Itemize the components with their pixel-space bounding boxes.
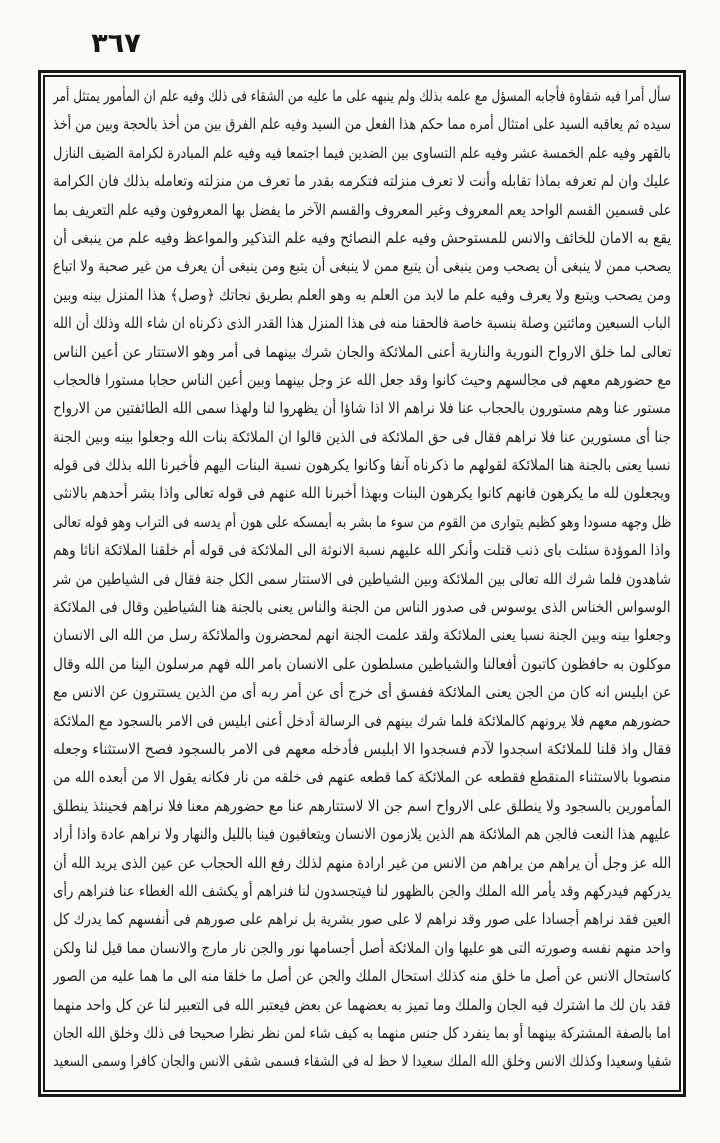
line-text: على قسمين القسم الواحد يعم المعروف وغير المعروف والقسم الآخر ما يفضل بها المعروفون وفيه علم التعريف بما — [53, 200, 671, 219]
text-line — [53, 763, 671, 791]
line-text: يصحب ممن لا ينبغى أن يصحب ومن ينبغى أن يتبع ممن لا ينبغى أن يتبع ومن ينبغى أن يعرف من غير صحبة ولا اتباع — [53, 257, 671, 276]
text-line — [53, 252, 671, 280]
page-number: ٣٦٧ — [91, 28, 141, 59]
text-line — [53, 167, 671, 195]
text-line — [53, 82, 671, 110]
line-text: شاهدون فلما شرك الله تعالى بين الملائكة وبين الشياطين فى الاستتار سمى الكل جنة فقال فى الشياطين من شر — [53, 569, 671, 588]
text-line — [53, 565, 671, 593]
line-text: المأمورين بالسجود ولا ينطلق على الارواح اسم جن الا لاستتارهم عنا مع حضورهم معنا فلا نراهم فحينئذ ينطلق — [53, 796, 671, 815]
line-text: ويجعلون لله ما يكرهون فانهم كانوا يكرهون البنات وبهذا أخبرنا الله عنهم فى قوله تعالى واذا بشر أحدهم بالانثى — [53, 484, 671, 503]
text-line — [53, 139, 671, 167]
text-line — [53, 877, 671, 905]
text-line — [53, 536, 671, 564]
line-text: نسبا يعنى بالجنة هنا الملائكة لقولهم ما ذكرناه آنفا وكانوا يكرهون نسبة البنات اليهم فأخبرنا الله بذلك فى قوله — [53, 456, 671, 475]
text-line — [53, 735, 671, 763]
text-line — [53, 1019, 671, 1047]
text-line — [53, 309, 671, 337]
text-line — [53, 650, 671, 678]
line-text: الوسواس الخناس الذى يوسوس فى صدور الناس من الجنة والناس يعنى بالجنة هنا الشياطين وقال فى الملائكة — [53, 598, 671, 617]
text-frame-inner — [43, 75, 681, 1092]
body-text — [53, 82, 671, 1086]
text-line — [53, 224, 671, 252]
text-line — [53, 593, 671, 621]
line-text: كاستحال الانس عن أصل ما خلق منه كذلك استحال الملك والجن عن أصل ما خلقا منه الى ما هما عليه من الصور — [53, 967, 671, 986]
line-text: فقال واذ قلنا للملائكة اسجدوا لآدم فسجدوا الا ابليس فأدخله معهم فى الامر بالسجود فصح الاستثناء وجعله — [53, 739, 671, 758]
line-text: منصوبا بالاستثناء المنقطع فقطعه عن الملائكة كما قطعه عنهم فى خلقه من نار فكانه يقول الا من أبعده الله من — [53, 768, 671, 787]
text-line — [53, 991, 671, 1019]
text-line — [53, 962, 671, 990]
line-text: فقد بان لك ما اشترك فيه الجان والملك وما تميز به بعضهما عن بعض فيعتبر الله فى التعبير لنا عن كل واحد منهما — [53, 995, 671, 1014]
text-line — [53, 338, 671, 366]
text-line — [53, 934, 671, 962]
text-line — [53, 678, 671, 706]
line-text: ومن يصحب ويتبع ولا يعرف وفيه علم ما لابد من العلم به وهو العلم بطريق نجاتك ﴿وصل﴾ هذا المنزل بينه وبين — [53, 285, 671, 304]
line-text: يدركهم فيدركهم وقد يأمر الله الملك والجن بالظهور لنا فيتجسدون لنا فنراهم أو يكشف الله الغطاء عنا فنراهم رأى — [53, 881, 671, 900]
line-text: ظل وجهه مسودا وهو كظيم يتوارى من القوم من سوء ما بشر به أيمسكه على هون أم يدسه فى التراب وهو قوله تعالى — [53, 512, 671, 531]
line-text: يقع به الامان للخائف والانس للمستوحش وفيه علم النصائح وفيه علم التذكير والمواعظ وفيه علم من ينبغى أن — [53, 228, 671, 247]
text-frame-outer — [38, 70, 686, 1097]
line-text: العين فقد نراهم أجسادا على صور وقد نراهم لا على صور بشرية بل نراهم على صورهم فى أنفسهم كما يدرك كل — [53, 910, 671, 929]
line-text: الباب السبعين ومائتين وصلة بنسبة خاصة فالحقنا منه فى هذا المنزل هذا القدر الذى ذكرناه ان شاء الله وذلك أن الله — [53, 314, 671, 333]
line-text: واذا الموؤدة سئلت باى ذنب قتلت وأنكر الله عليهم نسبة الانوثة الى الملائكة فى قوله أم خلقنا الملائكة اناثا وهم — [53, 541, 671, 560]
text-line — [53, 1047, 671, 1075]
line-text: اما بالصفة المشتركة بينهما أو بما ينفرد كل جنس منهما به كيف شاء لمن نظر نظرا صحيحا فى ذلك وخلق الله الجان — [53, 1023, 671, 1042]
line-text: عليهم هذا النعت فالجن هم الملائكة هم الذين يلازمون الانسان ويتعاقبون فينا بالليل والنهار ولا نراهم عادة واذا أراد — [53, 825, 671, 844]
text-line — [53, 196, 671, 224]
line-text: مستور عنا وهم مستورون بالحجاب عنا فلا نراهم الا اذا شاؤا أن يظهروا لنا ولهذا سمى الله الطائفتين من الارواح — [53, 399, 671, 418]
line-text: تعالى لما خلق الارواح النورية والنارية أعنى الملائكة والجان شرك بينهما فى أمر وهو الاستتار عن أعين الناس — [53, 342, 671, 361]
text-line — [53, 451, 671, 479]
line-text: شقيا وسعيدا وكذلك الانس وخلق الله الملك سعيدا لا حظ له فى الشقاء فسمى شقى الانس والجان كافرا وسمى السعيد — [53, 1052, 671, 1071]
text-line — [53, 110, 671, 138]
text-line — [53, 905, 671, 933]
line-text: واحد منهم نفسه وصورته التى هو عليها وان الملائكة أصل أجسامها نور والجن نار مارج والانسان مما قيل لنا ولكن — [53, 938, 671, 957]
text-line — [53, 394, 671, 422]
line-text: سيده ثم يعاقبه السيد على امتثال أمره مما حكم هذا الفعل من السيد وفيه علم الفرق بين من أخذ بالحجة وبين من أخذ — [53, 115, 671, 134]
text-line — [53, 792, 671, 820]
line-text: عن ابليس انه كان من الجن يعنى الملائكة ففسق أى خرج أى عن أمر ربه أى من الذين يستترون عن الانس مع — [53, 683, 671, 702]
text-line — [53, 820, 671, 848]
line-text: سأل أمرا فيه شقاوة فأجابه المسؤل مع علمه بذلك ولم ينبهه على ما عليه من الشقاء فى ذلك وفيه علم ان المأمور يمتثل أمر — [53, 87, 671, 105]
text-line — [53, 621, 671, 649]
line-text: حضورهم معهم فلا يرونهم كالملائكة فلما شرك بينهم فى الرسالة أدخل أعنى ابليس فى الامر بالسجود مع الملائكة — [53, 711, 671, 730]
line-text: موكلون به حافظون كاتبون أفعالنا والشياطين مسلطون على الانسان بامر الله فهم مرسلون الينا من الله وقال — [53, 654, 671, 673]
text-line — [53, 508, 671, 536]
line-text: مع حضورهم معهم فى مجالسهم وحيث كانوا وقد جعل الله عز وجل بينهما وبين أعين الناس حجابا مستورا فالحجاب — [53, 370, 671, 389]
text-line — [53, 707, 671, 735]
line-text: وجعلوا بينه وبين الجنة نسبا يعنى الملائكة ولقد علمت الجنة انهم لمحضرون والملائكة رسل من الله الى الانسان — [53, 626, 671, 645]
line-text: جنا أى مستورين عنا فلا نراهم فقال فى حق الملائكة فى الذين قالوا ان الملائكة بنات الله وجعلوا بينه وبين الجنة — [53, 427, 671, 446]
line-text: الله عز وجل أن يراهم من يراهم من الانس من غير ارادة منهم لذلك رفع الله الحجاب عن عين الذى يريد الله أن — [53, 853, 671, 872]
text-line — [53, 423, 671, 451]
line-text: بالقهر وفيه علم الخمسة عشر وفيه علم التساوى بين الضدين فيما اجتمعا فيه وفيه علم المبادرة لكرامة الضيف النازل — [53, 143, 671, 162]
line-text: عليك وان لم تعرفه بماذا تقابله وأنت لا تعرف منزلته فتكرمه بقدر ما تعرف من منزلته وتعامله بذلك فان الكرامة — [53, 172, 671, 191]
text-line — [53, 849, 671, 877]
text-line — [53, 281, 671, 309]
text-line — [53, 479, 671, 507]
text-line — [53, 366, 671, 394]
